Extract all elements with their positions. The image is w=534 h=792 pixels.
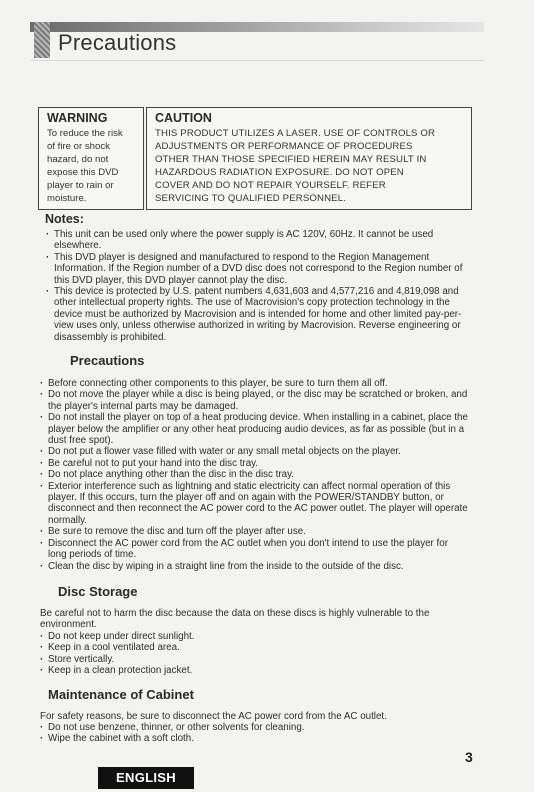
list-item: · Do not use benzene, thinner, or other solvents for cleaning. bbox=[38, 722, 458, 733]
warning-line: expose this DVD bbox=[47, 167, 119, 178]
disc-storage-list bbox=[38, 631, 458, 677]
disc-storage-heading: Disc Storage bbox=[58, 584, 138, 599]
list-item: · Store vertically. bbox=[38, 654, 458, 665]
warning-line: hazard, do not bbox=[47, 154, 109, 165]
list-item: · Disconnect the AC power cord from the AC outlet when you don't intend to use the player for long periods of time. bbox=[38, 538, 468, 561]
caution-line: COVER AND DO NOT REPAIR YOURSELF. REFER bbox=[155, 180, 386, 191]
list-item: · Do not place anything other than the disc in the disc tray. bbox=[38, 469, 468, 480]
header-tab-marker bbox=[34, 22, 50, 58]
list-item: · Keep in a clean protection jacket. bbox=[38, 665, 458, 676]
list-item: · This DVD player is designed and manufactured to respond to the Region Management Information. If the Region number of a DVD disc does not correspond to the Region number of this DVD player, this DVD player cannot play the disc. bbox=[44, 252, 464, 286]
list-item: · Be careful not to put your hand into the disc tray. bbox=[38, 458, 468, 469]
warning-title: WARNING bbox=[47, 111, 108, 125]
maintenance-intro: For safety reasons, be sure to disconnect the AC power cord from the AC outlet. bbox=[40, 711, 387, 722]
precautions-heading: Precautions bbox=[70, 353, 145, 368]
header-rule bbox=[30, 60, 484, 61]
disc-storage-intro: Be careful not to harm the disc because the data on these discs is highly vulnerable to the environment. bbox=[40, 608, 430, 631]
warning-line: To reduce the risk bbox=[47, 128, 123, 139]
list-item: · Before connecting other components to this player, be sure to turn them all off. bbox=[38, 378, 468, 389]
list-item: · This device is protected by U.S. patent numbers 4,631,603 and 4,577,216 and 4,819,098 and other intellectual property rights. The use of Macrovision's copy protection technology in the device must be authorized by Macrovision and is intended for home and other limited pay-per-view uses only, unless otherwise authorized in writing by Macrovision. Reverse engineering or disassembly is prohibited. bbox=[44, 286, 464, 343]
list-item: · Exterior interference such as lightning and static electricity can affect normal operation of this player. If this occurs, turn the player off and on again with the POWER/STANDBY button, or disconnect and then reconnect the AC power cord to the AC power outlet. The player will operate normally. bbox=[38, 481, 468, 527]
warning-line: player to rain or bbox=[47, 180, 114, 191]
page-title: Precautions bbox=[58, 30, 177, 55]
precautions-list bbox=[38, 378, 468, 572]
caution-line: OTHER THAN THOSE SPECIFIED HEREIN MAY RESULT IN bbox=[155, 154, 427, 165]
list-item: · Do not install the player on top of a heat producing device. When installing in a cabinet, place the player below the amplifier or any other heat producing audio devices, as far as possible (but in a dust free spot). bbox=[38, 412, 468, 446]
list-item: · Do not put a flower vase filled with water or any small metal objects on the player. bbox=[38, 446, 468, 457]
page-number: 3 bbox=[465, 749, 473, 765]
list-item: · Do not keep under direct sunlight. bbox=[38, 631, 458, 642]
language-badge: ENGLISH bbox=[98, 767, 194, 789]
warning-line: moisture. bbox=[47, 193, 87, 204]
notes-list bbox=[44, 229, 464, 343]
list-item: · Do not move the player while a disc is being played, or the disc may be scratched or broken, and the player's internal parts may be damaged. bbox=[38, 389, 468, 412]
list-item: · This unit can be used only where the power supply is AC 120V, 60Hz. It cannot be used elsewhere. bbox=[44, 229, 464, 252]
maintenance-heading: Maintenance of Cabinet bbox=[48, 687, 194, 702]
warning-box bbox=[38, 107, 144, 210]
caution-line: ADJUSTMENTS OR PERFORMANCE OF PROCEDURES bbox=[155, 141, 413, 152]
maintenance-list bbox=[38, 722, 458, 745]
list-item: · Wipe the cabinet with a soft cloth. bbox=[38, 733, 458, 744]
caution-line: THIS PRODUCT UTILIZES A LASER. USE OF CONTROLS OR bbox=[155, 128, 436, 139]
caution-text bbox=[155, 127, 465, 205]
list-item: · Be sure to remove the disc and turn off the player after use. bbox=[38, 526, 468, 537]
list-item: · Keep in a cool ventilated area. bbox=[38, 642, 458, 653]
caution-line: SERVICING TO QUALIFIED PERSONNEL. bbox=[155, 193, 347, 204]
caution-line: HAZARDOUS RADIATION EXPOSURE. DO NOT OPEN bbox=[155, 167, 404, 178]
caution-box bbox=[146, 107, 472, 210]
notes-heading: Notes: bbox=[45, 212, 84, 226]
list-item: · Clean the disc by wiping in a straight line from the inside to the outside of the disc. bbox=[38, 561, 468, 572]
caution-title: CAUTION bbox=[155, 111, 212, 125]
warning-text bbox=[47, 127, 137, 205]
warning-line: of fire or shock bbox=[47, 141, 110, 152]
